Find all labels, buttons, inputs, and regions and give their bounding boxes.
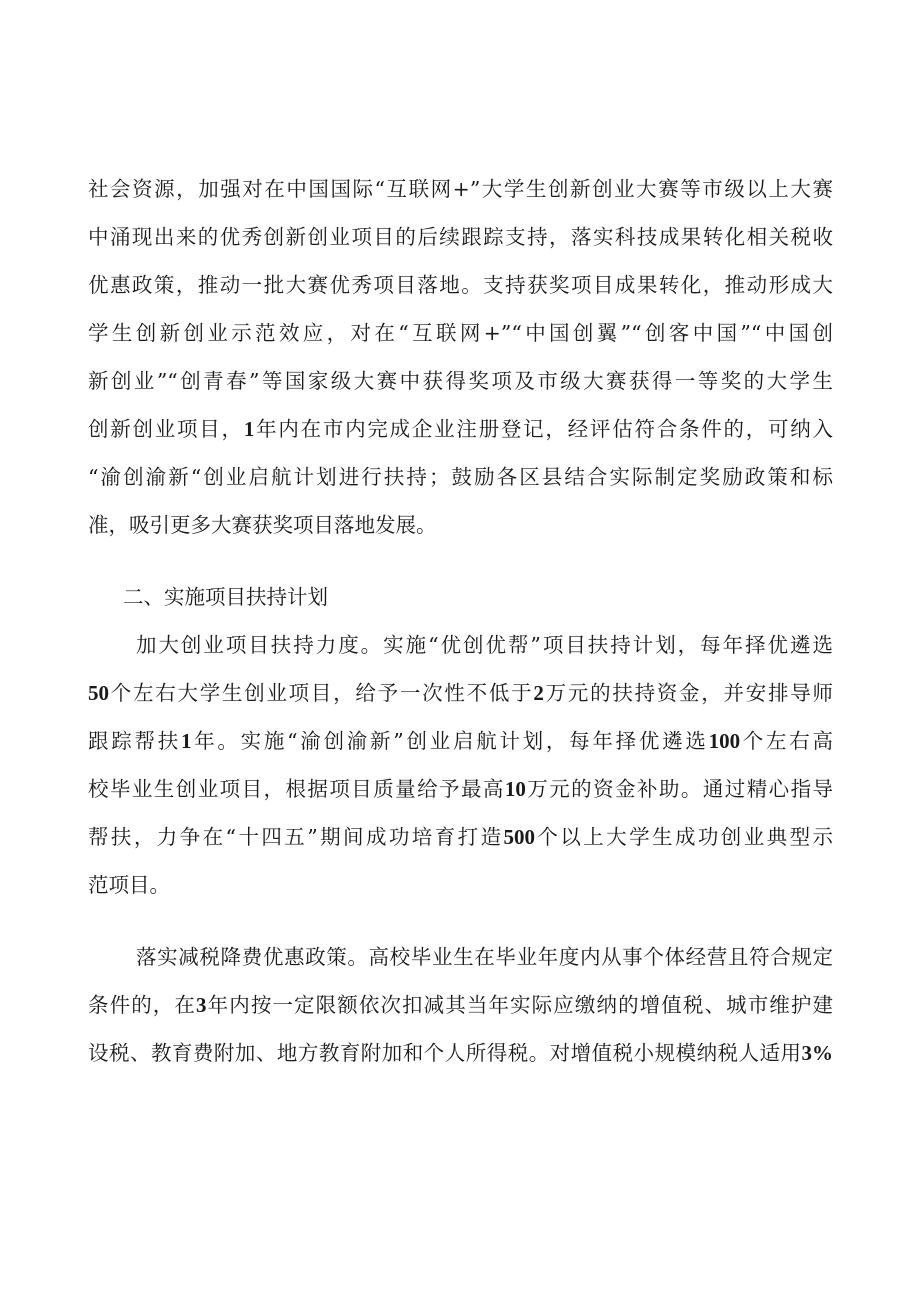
paragraph-line: 优惠政策，推动一批大赛优秀项目落地。支持获奖项目成果转化，推动形成大 (88, 273, 833, 297)
number-run: 2 (533, 681, 544, 705)
paragraph-line: 范项目。 (88, 873, 170, 897)
paragraph-line: 学生创新创业示范效应，对在“互联网+”“中国创翼”“创客中国”“中国创 (88, 321, 833, 345)
paragraph-line (88, 724, 833, 758)
number-run: 100 (708, 729, 741, 753)
number-run: 10 (504, 777, 526, 801)
number-run: 1 (243, 417, 255, 441)
text-run: 万元的扶持资金，并安排导师 (543, 681, 834, 705)
section-heading: 二、实施项目扶持计划 (123, 585, 328, 609)
number-run: 50 (88, 681, 109, 705)
paragraph-line (88, 772, 833, 806)
text-run: 帮扶，力争在“十四五”期间成功培育打造 (88, 825, 504, 849)
text-run: 年内在市内完成企业注册登记，经评估符合条件的，可纳入 (254, 417, 834, 441)
paragraph-line (88, 820, 833, 854)
paragraph-line: “渝创渝新“创业启航计划进行扶持；鼓励各区县结合实际制定奖励政策和标 (88, 465, 833, 489)
paragraph-line: 准，吸引更多大赛获奖项目落地发展。 (88, 513, 437, 537)
paragraph-line: 落实减税降费优惠政策。高校毕业生在毕业年度内从事个体经营且符合规定 (136, 945, 833, 969)
text-run: 个左右大学生创业项目，给予一次性不低于 (109, 681, 534, 705)
text-run: 个以上大学生成功创业典型示 (535, 825, 833, 849)
text-run: 设税、教育费附加、地方教育附加和个人所得税。对增值税小规模纳税人适用 (88, 1041, 802, 1065)
paragraph-line: 社会资源，加强对在中国国际“互联网+”大学生创新创业大赛等市级以上大赛 (88, 177, 833, 201)
text-run: 校毕业生创业项目，根据项目质量给予最高 (88, 777, 505, 801)
text-run: 年内按一定限额依次扣减其当年实际应缴纳的增值税、城市维护建 (206, 993, 833, 1017)
paragraph-line (88, 988, 833, 1022)
paragraph-line: 加大创业项目扶持力度。实施“优创优帮”项目扶持计划，每年择优遴选 (136, 633, 833, 657)
text-run: 创新创业项目， (88, 417, 244, 441)
number-run: 3 (196, 993, 207, 1017)
text-run: 跟踪帮扶 (88, 729, 181, 753)
number-run: 3% (801, 1041, 833, 1065)
text-run: 个左右高 (740, 729, 834, 753)
text-run: 万元的资金补助。通过精心指导 (525, 777, 834, 801)
text-run: 条件的，在 (88, 993, 197, 1017)
number-run: 1 (180, 729, 192, 753)
paragraph-line (88, 676, 833, 710)
text-run: 年。实施“渝创渝新”创业启航计划，每年择优遴选 (191, 729, 709, 753)
paragraph-line: 新创业”“创青春”等国家级大赛中获得奖项及市级大赛获得一等奖的大学生 (88, 369, 833, 393)
paragraph-line (88, 412, 833, 446)
number-run: 500 (503, 825, 535, 849)
paragraph-line (88, 1036, 833, 1070)
paragraph-line: 中涌现出来的优秀创新创业项目的后续跟踪支持，落实科技成果转化相关税收 (88, 225, 833, 249)
